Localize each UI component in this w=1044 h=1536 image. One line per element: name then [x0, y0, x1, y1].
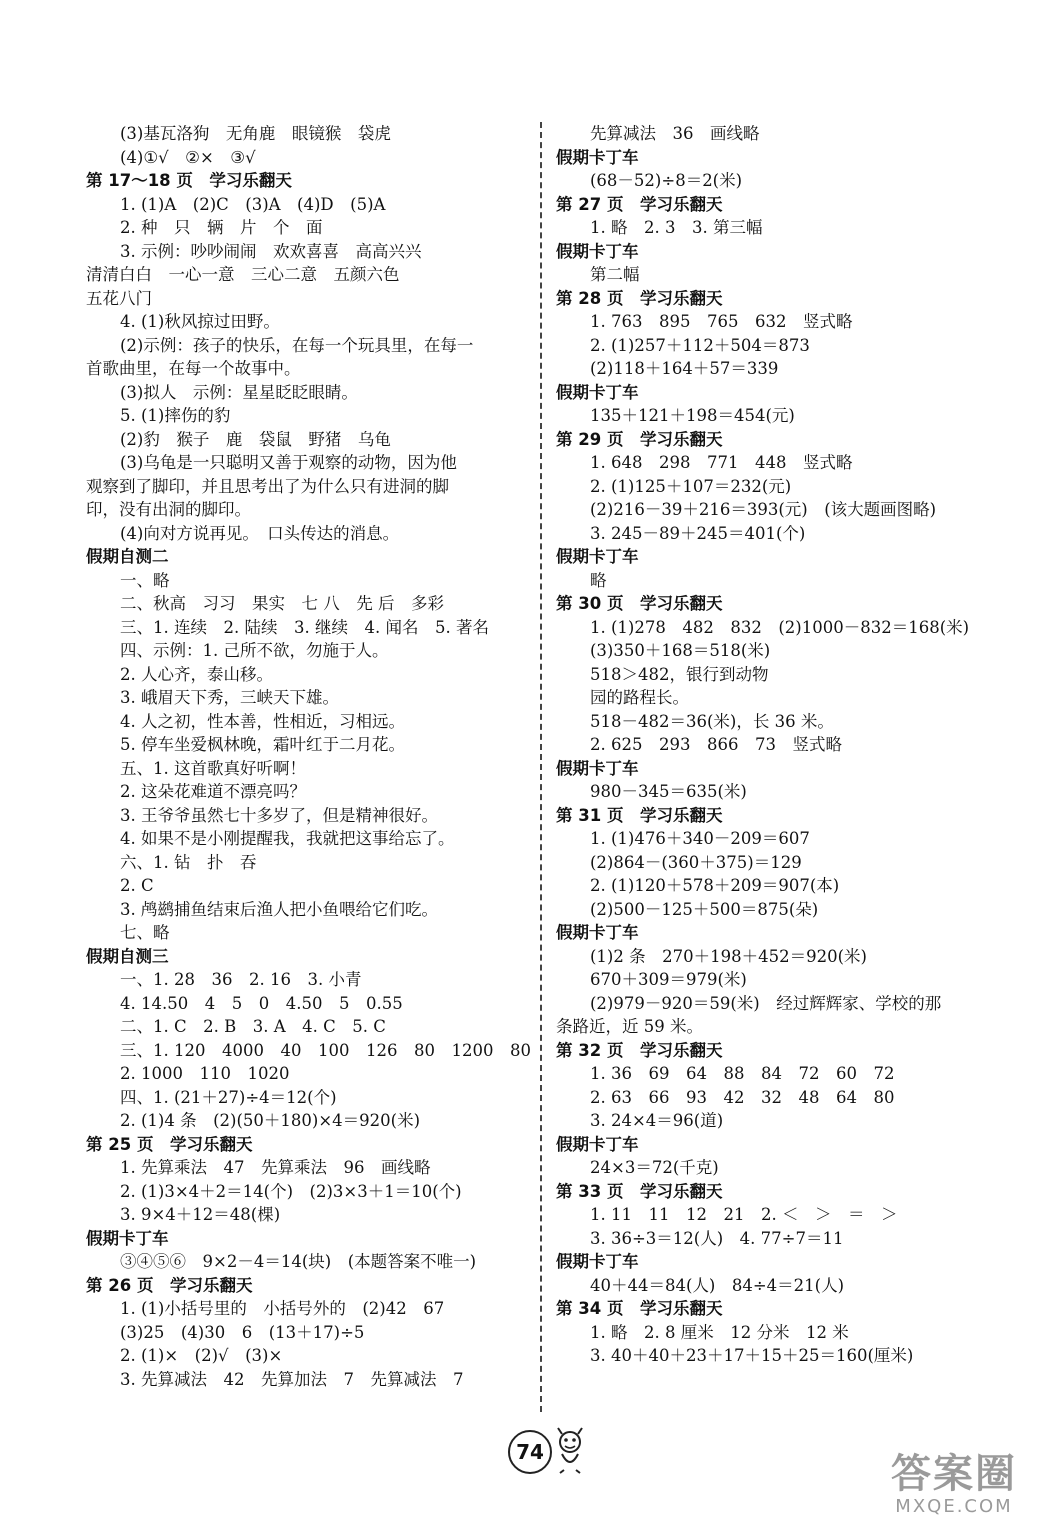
answer-line: (2)示例：孩子的快乐，在每一个玩具里，在每一 — [120, 335, 474, 355]
answer-line: 2. (1)125＋107＝232(元) — [590, 476, 792, 496]
answer-line: (3)拟人 示例：星星眨眨眼睛。 — [120, 382, 358, 402]
section-heading: 第 31 页 学习乐翻天 — [556, 805, 723, 825]
answer-line: 六、1. 钻 扑 吞 — [120, 852, 257, 872]
section-heading: 第 25 页 学习乐翻天 — [86, 1134, 253, 1154]
answer-line: 观察到了脚印，并且思考出了为什么只有进洞的脚 — [86, 476, 449, 496]
answer-line: (3)350＋168＝518(米) — [590, 641, 771, 660]
answer-line: 5. (1)摔伤的豹 — [120, 406, 231, 425]
answer-line: 3. 24×4＝96(道) — [590, 1111, 724, 1130]
watermark — [880, 1452, 1028, 1518]
section-heading: 第 32 页 学习乐翻天 — [556, 1040, 723, 1060]
answer-line: 二、1. C 2. B 3. A 4. C 5. C — [120, 1017, 386, 1036]
answer-line: (3)基瓦洛狗 无角鹿 眼镜猴 袋虎 — [120, 124, 391, 143]
answer-line: 条路近，近 59 米。 — [556, 1017, 703, 1036]
answer-line: 七、略 — [120, 923, 170, 942]
answer-line: 1. 648 298 771 448 竖式略 — [590, 453, 853, 472]
answer-line: 四、1. (21＋27)÷4＝12(个) — [120, 1087, 337, 1107]
answer-line: 一、1. 28 36 2. 16 3. 小青 — [120, 970, 362, 989]
answer-line: 135＋121＋198＝454(元) — [590, 406, 795, 425]
answer-line: (3)乌龟是一只聪明又善于观察的动物，因为他 — [120, 453, 457, 472]
section-heading: 假期自测二 — [86, 547, 169, 566]
section-heading: 第 26 页 学习乐翻天 — [86, 1275, 253, 1295]
left-column — [86, 122, 531, 1391]
answer-line: 3. 峨眉天下秀，三峡天下雄。 — [120, 688, 339, 707]
section-heading: 假期自测三 — [86, 946, 169, 966]
answer-line: 二、秋高 习习 果实 七 八 先 后 多彩 — [120, 594, 444, 613]
answer-line: 第二幅 — [590, 265, 640, 284]
answer-line: 4. (1)秋风掠过田野。 — [120, 312, 280, 331]
section-heading: 第 30 页 学习乐翻天 — [556, 594, 723, 613]
answer-line: 1. 36 69 64 88 84 72 60 72 — [590, 1064, 895, 1083]
watermark-text: 答案圈 — [891, 1451, 1017, 1497]
answer-line: 2. (1)3×4＋2＝14(个) (2)3×3＋1＝10(个) — [120, 1181, 462, 1201]
section-heading: 第 29 页 学习乐翻天 — [556, 429, 723, 449]
page-number: 74 — [508, 1430, 552, 1474]
answer-line: (68－52)÷8＝2(米) — [590, 171, 743, 190]
answer-line: 1. 先算乘法 47 先算乘法 96 画线略 — [120, 1158, 431, 1177]
answer-line: 4. 如果不是小刚提醒我，我就把这事给忘了。 — [120, 829, 455, 848]
answer-line: 略 — [590, 570, 607, 590]
answer-line: 40＋44＝84(人) 84÷4＝21(人) — [590, 1275, 845, 1295]
section-heading: 假期卡丁车 — [556, 147, 639, 167]
section-heading: 假期卡丁车 — [556, 923, 639, 942]
section-heading: 假期卡丁车 — [556, 241, 639, 261]
answer-line: (2)864－(360＋375)＝129 — [590, 852, 802, 872]
answer-line: 3. 鸬鹚捕鱼结束后渔人把小鱼喂给它们吃。 — [120, 899, 438, 919]
answer-line: 2. (1)4 条 (2)(50＋180)×4＝920(米) — [120, 1111, 421, 1130]
answer-line: 2. (1)257＋112＋504＝873 — [590, 335, 810, 355]
right-column — [556, 122, 996, 1368]
answer-line: 3. 示例：吵吵闹闹 欢欢喜喜 高高兴兴 — [120, 241, 422, 261]
section-heading: 假期卡丁车 — [556, 758, 639, 778]
answer-line: (2)979－920＝59(米) 经过辉辉家、学校的那 — [590, 993, 942, 1013]
answer-line: 5. 停车坐爱枫林晚，霜叶红于二月花。 — [120, 735, 405, 754]
section-heading: 第 33 页 学习乐翻天 — [556, 1181, 723, 1201]
section-heading: 第 34 页 学习乐翻天 — [556, 1299, 723, 1318]
answer-line: (4)向对方说再见。 口头传达的消息。 — [120, 523, 400, 543]
answer-line: 印，没有出洞的脚印。 — [86, 500, 251, 519]
answer-line: (2)500－125＋500＝875(朵) — [590, 899, 819, 919]
section-heading: 假期卡丁车 — [556, 382, 639, 402]
answer-line: ③④⑤⑥ 9×2－4＝14(块) (本题答案不唯一) — [120, 1252, 477, 1271]
answer-line: 3. 36÷3＝12(人) 4. 77÷7＝11 — [590, 1228, 844, 1248]
answer-line: 首歌曲里，在每一个故事中。 — [86, 359, 301, 378]
section-heading: 假期卡丁车 — [556, 1134, 639, 1154]
answer-line: 1. 11 11 12 21 2. ＜ ＞ ＝ ＞ — [590, 1205, 898, 1224]
answer-line: (2)216－39＋216＝393(元) (该大题画图略) — [590, 500, 937, 519]
answer-line: 4. 人之初，性本善，性相近，习相远。 — [120, 711, 405, 731]
answer-line: 980－345＝635(米) — [590, 782, 747, 801]
answer-line: 2. (1)× (2)√ (3)× — [120, 1346, 283, 1365]
section-heading: 假期卡丁车 — [556, 1252, 639, 1271]
column-divider — [540, 122, 542, 1412]
answer-line: (2)豹 猴子 鹿 袋鼠 野猪 乌龟 — [120, 429, 391, 449]
section-heading: 第 17～18 页 学习乐翻天 — [86, 171, 292, 190]
answer-line: 3. 9×4＋12＝48(棵) — [120, 1205, 281, 1224]
answer-line: 一、略 — [120, 570, 170, 590]
answer-line: 3. 王爷爷虽然七十多岁了，但是精神很好。 — [120, 805, 438, 825]
answer-line: 1. 略 2. 3 3. 第三幅 — [590, 218, 763, 237]
section-heading: 第 28 页 学习乐翻天 — [556, 288, 723, 308]
answer-line: 三、1. 120 4000 40 100 126 80 1200 80 — [120, 1040, 531, 1060]
answer-line: 1. (1)A (2)C (3)A (4)D (5)A — [120, 194, 386, 214]
answer-line: (4)①√ ②× ③√ — [120, 147, 256, 167]
answer-line: 1. (1)476＋340－209＝607 — [590, 829, 810, 848]
answer-line: 24×3＝72(千克) — [590, 1158, 719, 1177]
answer-line: (1)2 条 270＋198＋452＝920(米) — [590, 946, 867, 966]
answer-line: 2. C — [120, 876, 154, 895]
answer-line: (3)25 (4)30 6 (13＋17)÷5 — [120, 1322, 365, 1342]
watermark-url: MXQE.COM — [895, 1496, 1013, 1517]
answer-line: 3. 先算减法 42 先算加法 7 先算减法 7 — [120, 1369, 464, 1389]
answer-line: 清清白白 一心一意 三心二意 五颜六色 — [86, 265, 400, 284]
answer-line: 三、1. 连续 2. 陆续 3. 继续 4. 闻名 5. 著名 — [120, 617, 489, 637]
section-heading: 假期卡丁车 — [556, 547, 639, 566]
answer-line: 3. 245－89＋245＝401(个) — [590, 523, 806, 543]
mascot-icon — [552, 1426, 588, 1474]
answer-line: 1. 763 895 765 632 竖式略 — [590, 312, 853, 331]
answer-line: 五花八门 — [86, 288, 152, 308]
answer-line: 先算减法 36 画线略 — [590, 124, 760, 143]
answer-line: 1. (1)小括号里的 小括号外的 (2)42 67 — [120, 1299, 445, 1318]
answer-line: 四、示例：1. 己所不欲，勿施于人。 — [120, 641, 389, 660]
answer-line: 670＋309＝979(米) — [590, 970, 747, 989]
answer-line: 2. 人心齐，泰山移。 — [120, 664, 273, 684]
answer-line: 518－482＝36(米)，长 36 米。 — [590, 711, 834, 731]
answer-line: 2. (1)120＋578＋209＝907(本) — [590, 876, 840, 895]
answer-line: 2. 种 只 辆 片 个 面 — [120, 218, 323, 237]
section-heading: 假期卡丁车 — [86, 1228, 169, 1248]
answer-line: 2. 63 66 93 42 32 48 64 80 — [590, 1087, 895, 1107]
answer-line: 1. (1)278 482 832 (2)1000－832＝168(米) — [590, 617, 970, 637]
answer-line: (2)118＋164＋57＝339 — [590, 359, 779, 378]
answer-line: 4. 14.50 4 5 0 4.50 5 0.55 — [120, 993, 403, 1013]
answer-line: 五、1. 这首歌真好听啊！ — [120, 758, 306, 778]
section-heading: 第 27 页 学习乐翻天 — [556, 194, 723, 214]
answer-line: 1. 略 2. 8 厘米 12 分米 12 米 — [590, 1322, 849, 1342]
answer-line: 518＞482，银行到动物 — [590, 664, 769, 684]
answer-line: 2. 这朵花难道不漂亮吗？ — [120, 782, 306, 801]
answer-line: 园的路程长。 — [590, 688, 689, 707]
answer-line: 2. 625 293 866 73 竖式略 — [590, 735, 842, 754]
answer-line: 3. 40＋40＋23＋17＋15＋25＝160(厘米) — [590, 1346, 914, 1365]
answer-line: 2. 1000 110 1020 — [120, 1064, 290, 1083]
